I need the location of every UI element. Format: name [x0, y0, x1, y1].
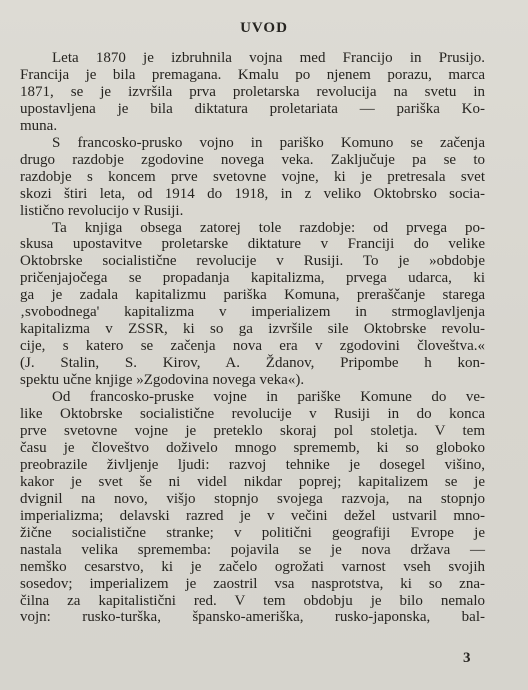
text-line: (J. Stalin, S. Kirov, A. Ždanov, Pripombe h kon- [20, 355, 485, 372]
paragraph-4 [20, 389, 485, 626]
text-line: čilna za kapitalistični red. V tem obdobju je bilo nemalo [20, 592, 485, 609]
text-line: listično revolucijo v Rusiji. [20, 202, 184, 219]
text-line: nastala velika sprememba: pojavila se je nova država — [20, 541, 485, 558]
text-line: Oktobrske socialistične revolucije v Rusiji. To je »obdobje [20, 253, 485, 270]
paragraph-1 [20, 50, 485, 135]
text-line: času je človeštvo doživelo mnogo sprememb, ki so globoko [20, 439, 485, 456]
text-line: prve svetovne vojne je preteklo skoraj pol stoletja. V tem [20, 422, 485, 439]
text-line: Leta 1870 je izbruhnila vojna med Francijo in Prusijo. [52, 50, 485, 66]
paragraph-2 [20, 135, 485, 220]
text-line: Od francosko-pruske vojne in pariške Komune do ve- [52, 389, 485, 406]
text-line: S francosko-prusko vojno in pariško Komuno se začenja [52, 134, 485, 151]
text-line: ga je zadala kapitalizmu pariška Komuna, preraščanje starega [20, 287, 485, 304]
text-line: dvignil na novo, višjo stopnjo svojega razvoja, na stopnjo [20, 490, 485, 507]
text-line: Ta knjiga obsega zatorej tole razdobje: od prvega po- [52, 219, 485, 236]
text-line: skusa upostavitve proletarske diktature v Franciji do velike [20, 236, 485, 253]
text-line: ‚svobodnega' kapitalizma v imperializem in strmoglavljenja [20, 304, 485, 321]
text-line: cije, s katero se začenja nova era v zgodovini človeštva.« [20, 338, 485, 355]
text-line: kakor je svet še ni videl nikdar poprej; kapitalizem se je [20, 473, 485, 490]
text-line: spektu učne knjige »Zgodovina novega veka«). [20, 372, 305, 389]
text-line: muna. [20, 117, 58, 134]
text-line: skozi štiri leta, od 1914 do 1918, in z veliko Oktobrsko socia- [20, 185, 485, 202]
text-line: sosedov; imperializem je zaostril vsa nasprotstva, ki so zna- [20, 575, 485, 592]
text-line: kapitalizma v ZSSR, ki so ga izvršile sile Oktobrske revolu- [20, 321, 485, 338]
text-line: 1871, se je izvršila prva proletarska revolucija na svetu in [20, 83, 485, 100]
text-line: Francija je bila premagana. Kmalu po njenem porazu, marca [20, 66, 485, 83]
text-line: drugo razdobje zgodovine novega veka. Zaključuje pa se to [20, 151, 485, 168]
text-line: pričenjajočega se propadanja kapitalizma, prvega udarca, ki [20, 270, 485, 287]
text-line: imperializma; delavski razred je v večini dežel ustvaril mno- [20, 507, 485, 524]
text-line: upostavljena je bila diktatura proletariata — pariška Ko- [20, 100, 485, 117]
chapter-title: UVOD [240, 20, 288, 36]
text-line: žične socialistične stranke; v politični geografiji Evrope je [20, 524, 485, 541]
text-line: like Oktobrske socialistične revolucije v Rusiji in do konca [20, 406, 485, 423]
text-line: nemško cesarstvo, ki je začelo ogrožati varnost vseh svojih [20, 558, 485, 575]
text-line: vojn: rusko-turška, špansko-ameriška, rusko-japonska, bal- [20, 609, 485, 626]
body-text [20, 50, 485, 626]
text-line: razdobje s koncem prve svetovne vojne, ki je pretresala svet [20, 168, 485, 185]
paragraph-3 [20, 220, 485, 390]
page-number: 3 [463, 650, 471, 666]
text-line: preobrazile življenje ljudi: razvoj tehnike je dosegel višino, [20, 456, 485, 473]
